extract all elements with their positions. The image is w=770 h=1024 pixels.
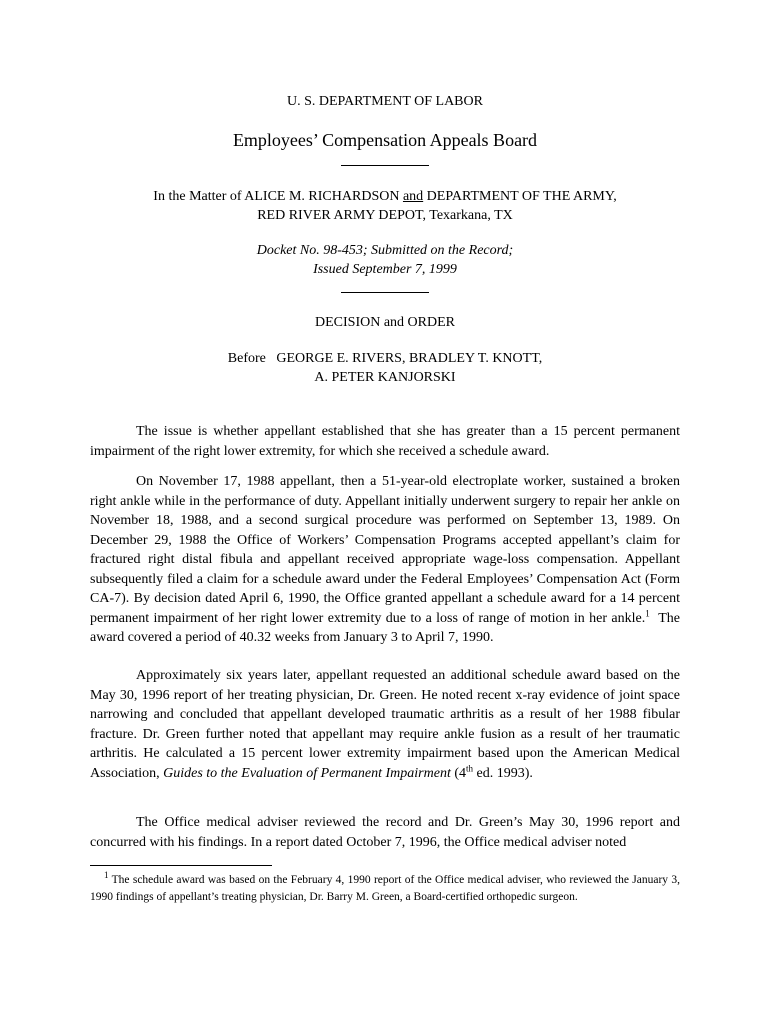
- docket-info: [90, 241, 680, 279]
- guides-citation: Guides to the Evaluation of Permanent Impairment: [163, 765, 451, 781]
- paragraph-additional-award: [90, 666, 680, 783]
- agency-heading: U. S. DEPARTMENT OF LABOR: [287, 94, 483, 109]
- caption-party: DEPARTMENT OF THE ARMY,: [423, 189, 617, 204]
- footnote: [90, 872, 680, 906]
- panel-members: [90, 349, 680, 387]
- paragraph-text: [90, 472, 684, 648]
- footnote-number: 1: [104, 870, 109, 881]
- footnote-divider: [90, 865, 272, 866]
- paragraph-segment: Approximately six years later, appellant requested an additional schedule award based on the May 30, 1996 report of her treating physician, Dr. Green. He noted recent x-ray evidence of joint space narrowing and concluded that appellant developed traumatic arthritis as a result of her 1988 fibular fracture. Dr. Green further noted that appellant may require ankle fusion as a result of her traumatic arthritis. He calculated a 15 percent lower extremity impairment based upon the American Medical Association,: [90, 668, 680, 781]
- paragraph-segment: The award covered a period of 40.32 weeks from January 3 to April 7, 1990.: [90, 610, 684, 645]
- docket-divider: [341, 292, 429, 293]
- paragraph-text: The Office medical adviser reviewed the record and Dr. Green’s May 30, 1996 report and concurred with his findings. In a report dated October 7, 1996, the Office medical adviser noted: [90, 815, 680, 850]
- paragraph-text: [90, 666, 680, 783]
- footnote-text: The schedule award was based on the February 4, 1990 report of the Office medical adviser, who reviewed the January 3, 1990 findings of appellant’s treating physician, Dr. Barry M. Green, a Board-certified orthopedic surgeon.: [90, 874, 680, 903]
- panel-line-1: Before GEORGE E. RIVERS, BRADLEY T. KNOTT,: [227, 351, 543, 366]
- board-title: Employees’ Compensation Appeals Board: [232, 130, 538, 150]
- docket-line-1: Docket No. 98-453; Submitted on the Record;: [256, 243, 514, 258]
- paragraph-background: [90, 472, 684, 648]
- case-caption: [90, 187, 680, 225]
- docket-line-2: Issued September 7, 1999: [313, 262, 457, 277]
- caption-and: and: [402, 189, 424, 204]
- footnote-reference[interactable]: 1: [645, 607, 650, 618]
- paragraph-text: The issue is whether appellant established that she has greater than a 15 percent permanent impairment of the right lower extremity, for which she received a schedule award.: [90, 424, 680, 459]
- caption-line-2: RED RIVER ARMY DEPOT, Texarkana, TX: [257, 208, 513, 223]
- panel-line-2: A. PETER KANJORSKI: [314, 370, 456, 385]
- paragraph-segment: ed. 1993).: [473, 765, 533, 781]
- title-divider: [341, 165, 429, 166]
- paragraph-issue: [90, 422, 680, 461]
- caption-prefix: In the Matter of ALICE M. RICHARDSON: [153, 189, 403, 204]
- decision-title: DECISION and ORDER: [315, 315, 455, 330]
- paragraph-segment: (4: [450, 765, 467, 781]
- paragraph-segment: On November 17, 1988 appellant, then a 51-year-old electroplate worker, sustained a broken right ankle while in the performance of duty. Appellant initially underwent surgery to repair her ankle on November 18, 1988, and a second surgical procedure was performed on September 13, 1989. On December 29, 1988 the Office of Workers’ Compensation Programs accepted appellant’s claim for fractured right distal fibula and appellant received appropriate wage-loss compensation. Appellant subsequently filed a claim for a schedule award under the Federal Employees’ Compensation Act (Form CA-7). By decision dated April 6, 1990, the Office granted appellant a schedule award for a 14 percent permanent impairment of her right lower extremity due to a loss of range of motion in her ankle.: [90, 474, 680, 626]
- ordinal-suffix: th: [466, 762, 474, 773]
- caption-line-1: [90, 187, 680, 206]
- paragraph-medical-adviser: [90, 813, 680, 852]
